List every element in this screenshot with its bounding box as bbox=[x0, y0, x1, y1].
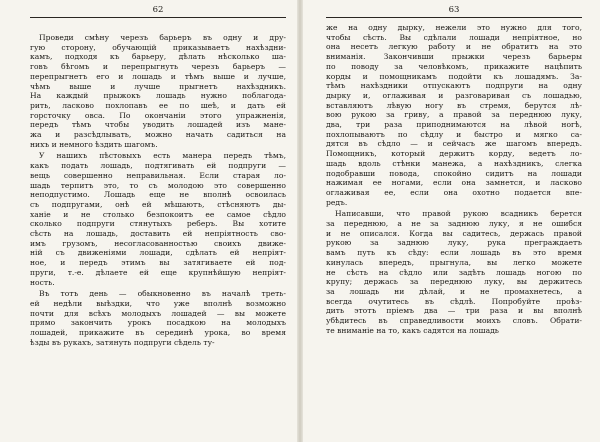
left-page-text bbox=[30, 23, 286, 348]
text-line: съ подпругами, онѣ ей мѣшаютъ, стѣсняютъ ды- bbox=[30, 199, 286, 209]
text-line: она несетъ легкую работу и не обратитъ на это bbox=[326, 42, 582, 52]
text-line: жа и разсѣдлывать, можно начать садиться на bbox=[30, 130, 286, 140]
text-line: дить этотъ пріемъ два — три раза и вы вполнѣ bbox=[326, 306, 582, 316]
text-line: Написавши, что правой рукою всадникъ берется bbox=[335, 209, 582, 219]
text-line: тѣмъ нахѣздники отпускаютъ подпруги на одну bbox=[326, 81, 582, 91]
text-line: шадь терпитъ это, то съ молодою это совершенно bbox=[30, 180, 286, 190]
text-line: дятся въ сѣдло — и сейчасъ же шагомъ впередъ. bbox=[326, 139, 582, 149]
text-line: корды и помощникамъ подойти къ лошадямъ. За- bbox=[326, 71, 582, 81]
text-line: и не описался. Когда вы садитесь, держась правой bbox=[326, 228, 582, 238]
text-line: перепрыгнетъ его и лошадь и тѣмъ выше и лучше, bbox=[30, 71, 286, 81]
right-page-number: 63 bbox=[448, 5, 460, 15]
right-header-rule bbox=[326, 17, 582, 18]
text-line: ній съ движеніями лошади, сдѣлать ей непріят- bbox=[30, 248, 286, 258]
text-line: На каждый прыжокъ лошадь нужно поблагода- bbox=[30, 91, 286, 101]
text-line: говъ бѣгомъ и перепрыгнуть черезъ барьеръ — bbox=[30, 62, 286, 72]
text-line: крупу; держась за переднюю луку, вы держитесь bbox=[326, 277, 582, 287]
text-line: похлопываютъ по сѣдлу и быстро и мягко са- bbox=[326, 129, 582, 139]
text-line: вамъ путь къ сѣду: если лошадь въ это время bbox=[326, 248, 582, 258]
right-page bbox=[300, 0, 600, 442]
text-line: нажимая ее ногами, если она замнется, и ласково bbox=[326, 178, 582, 188]
text-line: нихъ и немного ѣздить шагомъ. bbox=[30, 139, 158, 149]
text-line: кинулась впередъ, прыгнула, вы легко можете bbox=[326, 257, 582, 267]
text-line: убѣдитесь въ справедливости моихъ словъ. Обрати- bbox=[326, 316, 582, 326]
text-line: шадь вдоль стѣнки манежа, а нахѣздникъ, слегка bbox=[326, 158, 582, 168]
text-line: сѣсть на лошадь, доставить ей непріятность сво- bbox=[30, 229, 286, 239]
text-line: неподпустимо. Лошадь еще не вполнѣ освоилась bbox=[30, 190, 286, 200]
text-line: камъ, подходя къ барьеру, дѣлать нѣсколько ша- bbox=[30, 52, 286, 62]
text-line: Помощникъ, который держитъ корду, ведетъ ло- bbox=[326, 149, 582, 159]
text-line: ность. bbox=[30, 277, 55, 287]
text-line: Въ тотъ день — обыкновенно въ началѣ треть- bbox=[39, 289, 286, 299]
left-page-number: 62 bbox=[152, 5, 164, 15]
text-line: оглаживая ее, если она охотно подается впе- bbox=[326, 187, 582, 197]
text-line: вставляютъ лѣвую ногу въ стремя, берутся лѣ- bbox=[326, 100, 582, 110]
text-line: ѣзды въ рукахъ, затянуть подпруги сѣдель ту- bbox=[30, 337, 215, 347]
text-line: вою рукою за гриву, а правой за переднюю луку, bbox=[326, 110, 582, 120]
text-line: чтобы сѣсть. Вы сдѣлали лошади непріятное, но bbox=[326, 32, 582, 42]
text-line: не сѣсть на сѣдло или задѣть лошадь ногою по bbox=[326, 267, 582, 277]
text-line: всегда очутитесь въ сѣдлѣ. Попробуйте проѣз- bbox=[326, 296, 582, 306]
text-line: же на одну дырку, нежели это нужно для того, bbox=[326, 23, 582, 32]
text-line: подобравши повода, спокойно сидитъ на лошади bbox=[326, 168, 582, 178]
text-line: редъ. bbox=[326, 197, 348, 207]
text-line: какъ подать лошадь, подтягивать ей подпруги — bbox=[30, 161, 286, 171]
text-line: вещь совершенно неправильная. Если старая ло- bbox=[30, 170, 286, 180]
text-line: ханіе и не столько безпокоитъ ее самое сѣдло bbox=[30, 209, 286, 219]
text-line: горсточку овса. По окончаніи этого упражненія, bbox=[30, 110, 286, 120]
text-line: У нашихъ пѣстовыхъ есть манера передъ тѣмъ, bbox=[39, 151, 286, 161]
text-line: Проведи смѣну черезъ барьеръ въ одну и дру- bbox=[39, 33, 286, 42]
text-line: по поводу за человѣкомъ, прикажите нацѣпить bbox=[326, 61, 582, 71]
text-line: почти для всѣхъ молодыхъ лошадей — вы можете bbox=[30, 308, 286, 318]
text-line: рить, ласково похлопавъ ее по шеѣ, и дать ей bbox=[30, 100, 286, 110]
text-line: два, три раза приподнимаются на лѣвой ногѣ, bbox=[326, 120, 582, 130]
text-line: ное, и передъ этимъ вы затягиваете ей под- bbox=[30, 258, 286, 268]
right-page-text bbox=[326, 23, 582, 336]
text-line: пруги, т.-е. дѣлаете ей еще крупнѣйшую непріят- bbox=[30, 267, 286, 277]
text-line: рукою за заднюю луку, рука преграждаетъ bbox=[326, 238, 582, 248]
text-line: передъ тѣмъ чтобы уводить лошадей изъ мане- bbox=[30, 120, 286, 130]
text-line: дырку и, оглаживая и разговаривая съ лошадью, bbox=[326, 90, 582, 100]
text-line: имъ грузомъ, несогласованностью своихъ движе- bbox=[30, 238, 286, 248]
text-line: за лошадь ни дѣлай, и не промахнетесь, а bbox=[326, 286, 582, 296]
text-line: гую сторону, обучающій приказываетъ нахѣздни- bbox=[30, 42, 286, 52]
left-header-rule bbox=[30, 17, 286, 18]
text-line: вниманія. Закончивши прыжки черезъ барьеры bbox=[326, 52, 582, 62]
text-line: прямо закончить урокъ посадкою на молодыхъ bbox=[30, 318, 286, 328]
text-line: сколько подпруги стянутыхъ реберъ. Вы хотите bbox=[30, 219, 286, 229]
text-line: за переднюю, а не за заднюю луку, я не ошибся bbox=[326, 219, 582, 229]
text-line: ей недѣли выѣздки, что уже вполнѣ возможно bbox=[30, 298, 286, 308]
text-line: чѣмъ выше и лучше прыгнетъ нахѣздникъ. bbox=[30, 81, 286, 91]
text-line: те вниманіе на то, какъ садятся на лошадь bbox=[326, 325, 499, 335]
text-line: лошадей, прикажите въ серединѣ урока, во время bbox=[30, 328, 286, 338]
